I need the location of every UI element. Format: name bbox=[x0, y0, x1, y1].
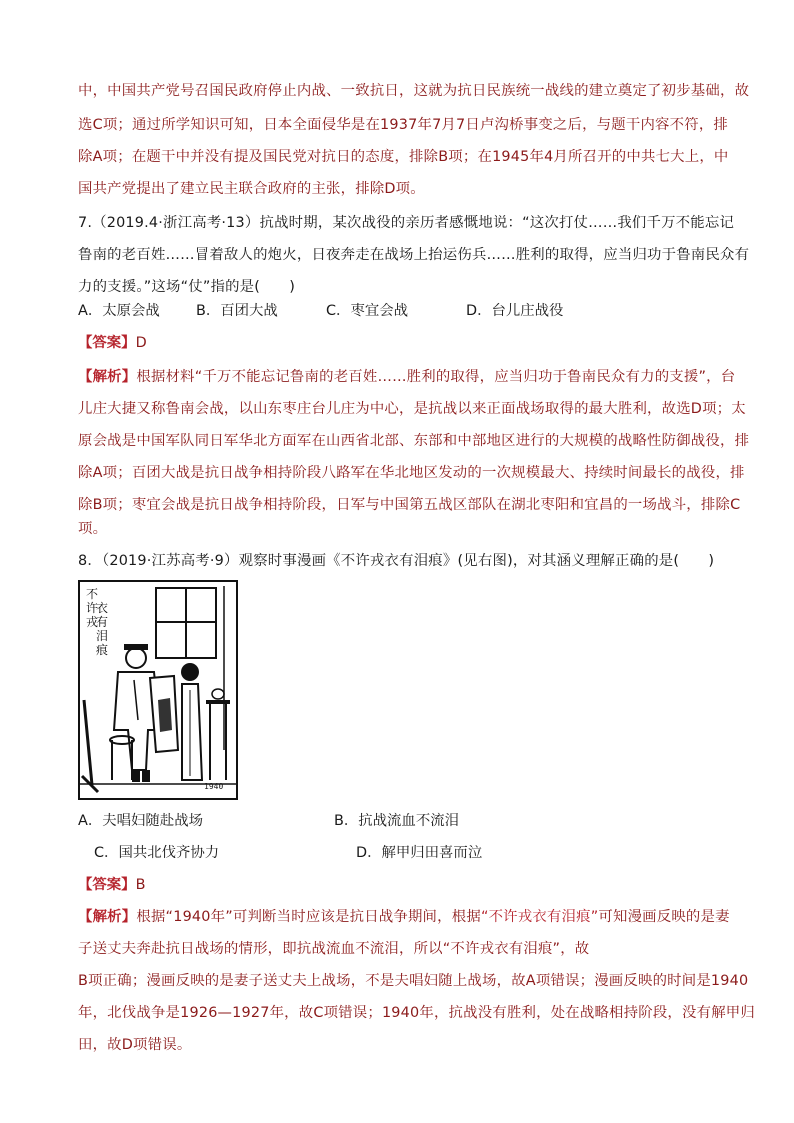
q8-option-c: C．国共北伐齐协力 bbox=[94, 845, 220, 861]
q8-analysis-part-2: 可知漫画反映的是妻 bbox=[598, 909, 730, 925]
q8-analysis-line-2: 子送丈夫奔赴抗日战场的情形，即抗战流血不流泪，所以“不许戎衣有泪痕”，故 bbox=[78, 941, 590, 957]
cartoon-year: 1940 bbox=[204, 782, 224, 791]
q8-option-d: D．解甲归田喜而泣 bbox=[356, 845, 483, 861]
svg-text:不: 不 bbox=[86, 587, 99, 601]
q8-analysis-quote: “不许戎衣有泪痕” bbox=[480, 909, 599, 925]
q7-analysis-line-4: 除A项；百团大战是抗日战争相持阶段八路军在华北地区发动的一次规模最大、持续时间最长的战役，排 bbox=[78, 465, 745, 481]
q7-analysis-line-2: 儿庄大捷又称鲁南会战，以山东枣庄台儿庄为中心，是抗战以来正面战场取得的最大胜利，故选D项；太 bbox=[78, 401, 746, 417]
q8-stem: 8．（2019·江苏高考·9）观察时事漫画《不许戎衣有泪痕》(见右图)，对其涵义理解正确的是( ) bbox=[78, 553, 715, 569]
q8-answer-value: B bbox=[135, 877, 146, 893]
q8-answer bbox=[78, 874, 145, 896]
q7-analysis-line-1 bbox=[78, 366, 736, 388]
prev-analysis-line-1: 中，中国共产党号召国民政府停止内战、一致抗日，这就为抗日民族统一战线的建立奠定了初步基础，故 bbox=[78, 83, 750, 99]
q7-stem-line-3: 力的支援。”这场“仗”指的是( ) bbox=[78, 279, 296, 295]
svg-text:许: 许 bbox=[86, 601, 99, 615]
q7-answer bbox=[78, 332, 147, 354]
q7-option-b: B．百团大战 bbox=[196, 303, 278, 319]
svg-text:有: 有 bbox=[96, 615, 109, 629]
q8-analysis-line-3: B项正确；漫画反映的是妻子送丈夫上战场，不是夫唱妇随上战场，故A项错误；漫画反映的时间是1940 bbox=[78, 973, 749, 989]
q8-answer-label: 【答案】 bbox=[78, 877, 136, 893]
svg-text:泪: 泪 bbox=[96, 629, 109, 643]
svg-text:衣: 衣 bbox=[96, 601, 109, 615]
q8-analysis-line-1 bbox=[78, 906, 728, 928]
q7-analysis-label: 【解析】 bbox=[78, 369, 137, 385]
q8-analysis-part-1: 根据“1940年”可判断当时应该是抗日战争期间，根据 bbox=[136, 909, 481, 925]
prev-analysis-line-4: 国共产党提出了建立民主联合政府的主张，排除D项。 bbox=[78, 181, 425, 197]
q8-analysis-label: 【解析】 bbox=[78, 909, 137, 925]
q7-analysis-line-3: 原会战是中国军队同日军华北方面军在山西省北部、东部和中部地区进行的大规模的战略性防御战役，排 bbox=[78, 433, 750, 449]
cartoon-drawing bbox=[78, 580, 238, 800]
q7-analysis-text-1: 根据材料“千万不能忘记鲁南的老百姓……胜利的取得，应当归功于鲁南民众有力的支援”，台 bbox=[136, 369, 736, 385]
q8-analysis-line-4: 年，北伐战争是1926—1927年，故C项错误；1940年，抗战没有胜利，处在战略相持阶段，没有解甲归 bbox=[78, 1005, 755, 1021]
q7-answer-label: 【答案】 bbox=[78, 335, 136, 351]
svg-text:痕: 痕 bbox=[96, 643, 109, 657]
q7-option-a: A．太原会战 bbox=[78, 303, 160, 319]
q7-option-d: D．台儿庄战役 bbox=[466, 303, 564, 319]
prev-analysis-line-3: 除A项；在题干中并没有提及国民党对抗日的态度，排除B项；在1945年4月所召开的中共七大上，中 bbox=[78, 149, 729, 165]
q7-analysis-line-6: 项。 bbox=[78, 521, 108, 537]
cartoon-image bbox=[78, 580, 238, 800]
q7-option-c: C．枣宜会战 bbox=[326, 303, 409, 319]
prev-analysis-line-2: 选C项；通过所学知识可知，日本全面侵华是在1937年7月7日卢沟桥事变之后，与题干内容不符，排 bbox=[78, 117, 729, 133]
q8-option-b: B．抗战流血不流泪 bbox=[334, 813, 459, 829]
q8-analysis-line-5: 田，故D项错误。 bbox=[78, 1037, 192, 1053]
q7-stem-line-2: 鲁南的老百姓……冒着敌人的炮火，日夜奔走在战场上抬运伤兵……胜利的取得，应当归功于鲁南民众有 bbox=[78, 247, 750, 263]
q7-analysis-line-5: 除B项；枣宜会战是抗日战争相持阶段，日军与中国第五战区部队在湖北枣阳和宜昌的一场战斗，排除C bbox=[78, 497, 741, 513]
svg-text:戎: 戎 bbox=[86, 615, 99, 629]
q8-option-a: A．夫唱妇随赴战场 bbox=[78, 813, 203, 829]
q7-answer-value: D bbox=[135, 335, 147, 351]
q7-stem-line-1: 7.（2019.4·浙江高考·13）抗战时期，某次战役的亲历者感慨地说：“这次打仗……我们千万不能忘记 bbox=[78, 215, 735, 231]
